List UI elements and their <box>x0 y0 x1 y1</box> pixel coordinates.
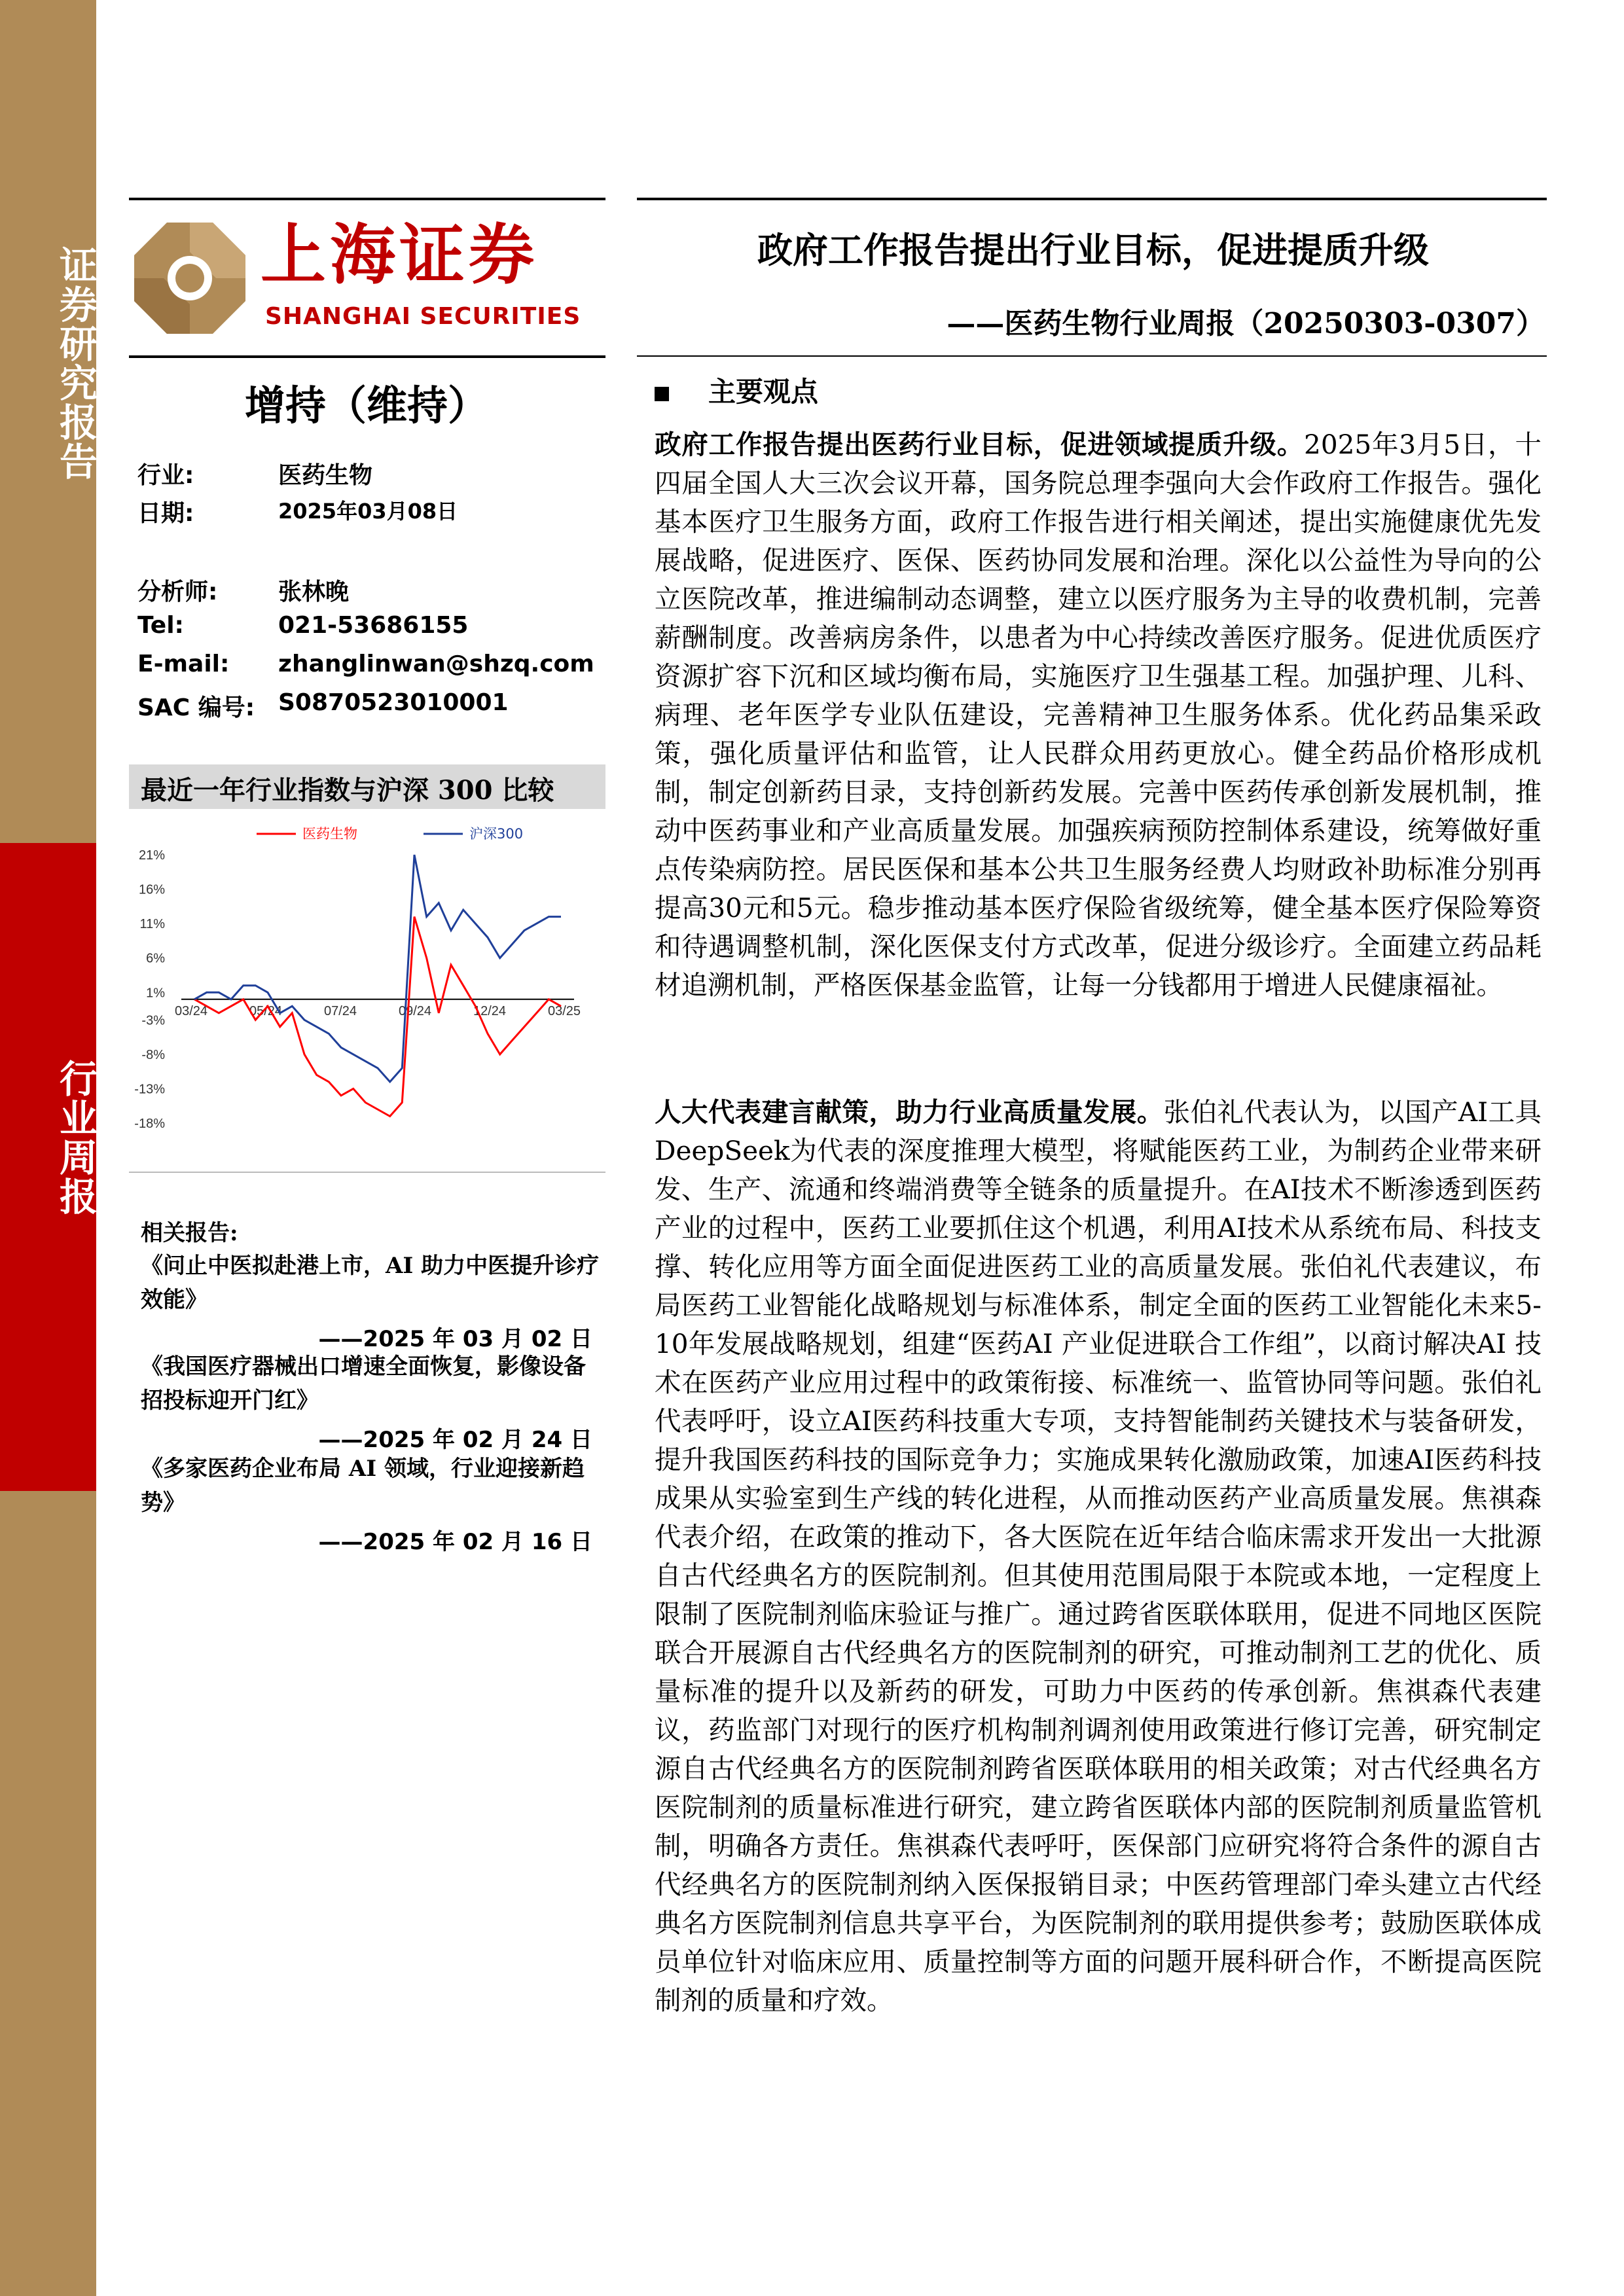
y-tick-label: -8% <box>141 1047 165 1062</box>
paragraph-lead: 人大代表建言献策，助力行业高质量发展。 <box>655 1096 1164 1128</box>
analyst-label: 分析师: <box>137 579 218 605</box>
industry-label: 行业: <box>137 462 194 489</box>
x-tick-label: 07/24 <box>323 1003 357 1018</box>
report-subtitle: ——医药生物行业周报（20250303-0307） <box>947 307 1545 340</box>
sac-label: SAC 编号: <box>137 694 255 721</box>
related-report-date: ——2025 年 02 月 16 日 <box>318 1529 592 1555</box>
y-tick-label: -3% <box>141 1013 165 1028</box>
logo-name-en: SHANGHAI SECURITIES <box>265 303 581 330</box>
x-tick-label: 09/24 <box>398 1003 432 1018</box>
section-heading-text: 主要观点 <box>708 376 819 408</box>
related-report-title[interactable]: 《我国医疗器械出口增速全面恢复，影像设备招投标迎开门红》 <box>141 1354 586 1414</box>
company-logo <box>131 217 581 330</box>
index-comparison-chart <box>129 809 605 1172</box>
y-tick-label: -18% <box>134 1117 165 1131</box>
related-heading: 相关报告: <box>141 1220 238 1246</box>
paragraph-npc-proposals <box>655 1093 1542 2020</box>
top-rule-left <box>129 198 605 200</box>
tel-row <box>137 612 469 639</box>
paragraph-body: 张伯礼代表认为，以国产AI工具DeepSeek为代表的深度推理大模型，将赋能医药工业，为制药企业带来研发、生产、流通和终端消费等全链条的质量提升。在AI技术不断渗透到医药产业的过程中，医药工业要抓住这个机遇，利用AI技术从系统布局、科技支撑、转化应用等方面全面促进医药工业的高质量发展。张伯礼代表建议，布局医药工业智能化战略规划与标准体系，制定全面的医药工业智能化未来5-10年发展战略规划，组建“医药AI 产业促进联合工作组”，以商讨解决AI 技术在医药产业应用过程中的政策衔接、标准统一、监管协同等问题。张伯礼代表呼吁，设立AI医药科技重大专项，支持智能制药关键技术与装备研发，提升我国医药科技的国际竞争力；实施成果转化激励政策，加速AI医药科技成果从实验室到生产线的转化进程，从而推动医药产业高质量发展。焦祺森代表介绍，在政策的推动下，各大医院在近年结合临床需求开发出一大批源自古代经典名方的医院制剂。但其使用范围局限于本院或本地，一定程度上限制了医院制剂临床验证与推广。通过跨省医联体联用，促进不同地区医院联合开展源自古代经典名方的医院制剂的研究，可推动制剂工艺的优化、质量标准的提升以及新药的研发，可助力中医药的传承创新。焦祺森代表建议，药监部门对现行的医疗机构制剂调剂使用政策进行修订完善，研究制定源自古代经典名方的医院制剂跨省医联体联用的相关政策；对古代经典名方医院制剂的质量标准进行研究，建立跨省医联体内部的医院制剂质量监管机制，明确各方责任。焦祺森代表呼吁，医保部门应研究将符合条件的源自古代经典名方的医院制剂纳入医保报销目录；中医药管理部门牵头建立古代经典名方医院制剂信息共享平台，为医院制剂的联用提供参考；鼓励医联体成员单位针对临床应用、质量控制等方面的问题开展科研合作，不断提高医院制剂的质量和疗效。 <box>655 1096 1542 2016</box>
x-tick-label: 05/24 <box>249 1003 283 1018</box>
y-tick-label: 1% <box>146 986 165 1001</box>
y-tick-label: 11% <box>139 917 165 932</box>
legend-label: 沪深300 <box>469 826 524 842</box>
y-tick-label: -13% <box>134 1082 165 1097</box>
industry-value: 医药生物 <box>278 461 373 489</box>
chart-frame <box>129 809 605 1173</box>
email-row <box>137 651 594 677</box>
y-tick-label: 6% <box>146 951 165 966</box>
related-report-date: ——2025 年 02 月 24 日 <box>318 1427 592 1453</box>
date-value: 2025年03月08日 <box>278 499 458 524</box>
investment-rating: 增持（维持） <box>244 382 488 429</box>
sidebar-report-type: 证券研究报告 <box>53 245 98 481</box>
y-tick-label: 16% <box>138 882 165 897</box>
header-rule <box>637 355 1547 357</box>
industry-row <box>137 457 373 490</box>
x-tick-label: 03/25 <box>547 1003 581 1018</box>
related-report-title[interactable]: 《多家医药企业布局 AI 领域，行业迎接新趋势》 <box>141 1456 585 1516</box>
chart-title: 最近一年行业指数与沪深 300 比较 <box>141 775 554 806</box>
related-report-date: ——2025 年 03 月 02 日 <box>318 1326 592 1352</box>
logo-name-cn: 上海证券 <box>261 217 538 293</box>
tel-label: Tel: <box>137 612 184 639</box>
sac-value: S0870523010001 <box>278 689 509 716</box>
analyst-value: 张林晚 <box>278 578 350 605</box>
tel-value: 021-53686155 <box>278 612 469 639</box>
x-tick-label: 12/24 <box>473 1003 507 1018</box>
email-value[interactable]: zhanglinwan@shzq.com <box>278 651 594 677</box>
sac-row <box>137 689 509 723</box>
square-bullet-icon <box>655 387 669 401</box>
y-tick-label: 21% <box>138 848 165 863</box>
date-row <box>137 495 458 528</box>
paragraph-body: 2025年3月5日，十四届全国人大三次会议开幕，国务院总理李强向大会作政府工作报告。强化基本医疗卫生服务方面，政府工作报告进行相关阐述，提出实施健康优先发展战略，促进医疗、医保、医药协同发展和治理。深化以公益性为导向的公立医院改革，推进编制动态调整，建立以医疗服务为主导的收费机制，完善薪酬制度。改善病房条件，以患者为中心持续改善医疗服务。促进优质医疗资源扩容下沉和区域均衡布局，实施医疗卫生强基工程。加强护理、儿科、病理、老年医学专业队伍建设，完善精神卫生服务体系。优化药品集采政策，强化质量评估和监管，让人民群众用药更放心。健全药品价格形成机制，制定创新药目录，支持创新药发展。完善中医药传承创新发展机制，推动中医药事业和产业高质量发展。加强疾病预防控制体系建设，统筹做好重点传染病防控。居民医保和基本公共卫生服务经费人均财政补助标准分别再提高30元和5元。稳步推动基本医疗保险省级统筹，健全基本医疗保险筹资和待遇调整机制，深化医保支付方式改革，促进分级诊疗。全面建立药品耗材追溯机制，严格医保基金监管，让每一分钱都用于增进人民健康福祉。 <box>655 429 1542 1001</box>
section-heading <box>655 370 818 410</box>
email-label: E-mail: <box>137 651 230 677</box>
paragraph-gov-report <box>655 425 1542 1005</box>
paragraph-lead: 政府工作报告提出医药行业目标，促进领域提质升级。 <box>655 429 1305 460</box>
related-report-title[interactable]: 《问止中医拟赴港上市，AI 助力中医提升诊疗效能》 <box>141 1253 600 1313</box>
legend-label: 医药生物 <box>302 826 357 842</box>
sidebar-report-category: 行业周报 <box>53 1059 98 1216</box>
top-rule-right <box>637 198 1547 200</box>
logo-rule <box>129 355 605 358</box>
logo-emblem-icon <box>131 219 249 337</box>
analyst-row <box>137 573 350 607</box>
x-tick-label: 03/24 <box>174 1003 208 1018</box>
date-label: 日期: <box>137 500 194 527</box>
report-title: 政府工作报告提出行业目标，促进提质升级 <box>757 229 1429 271</box>
